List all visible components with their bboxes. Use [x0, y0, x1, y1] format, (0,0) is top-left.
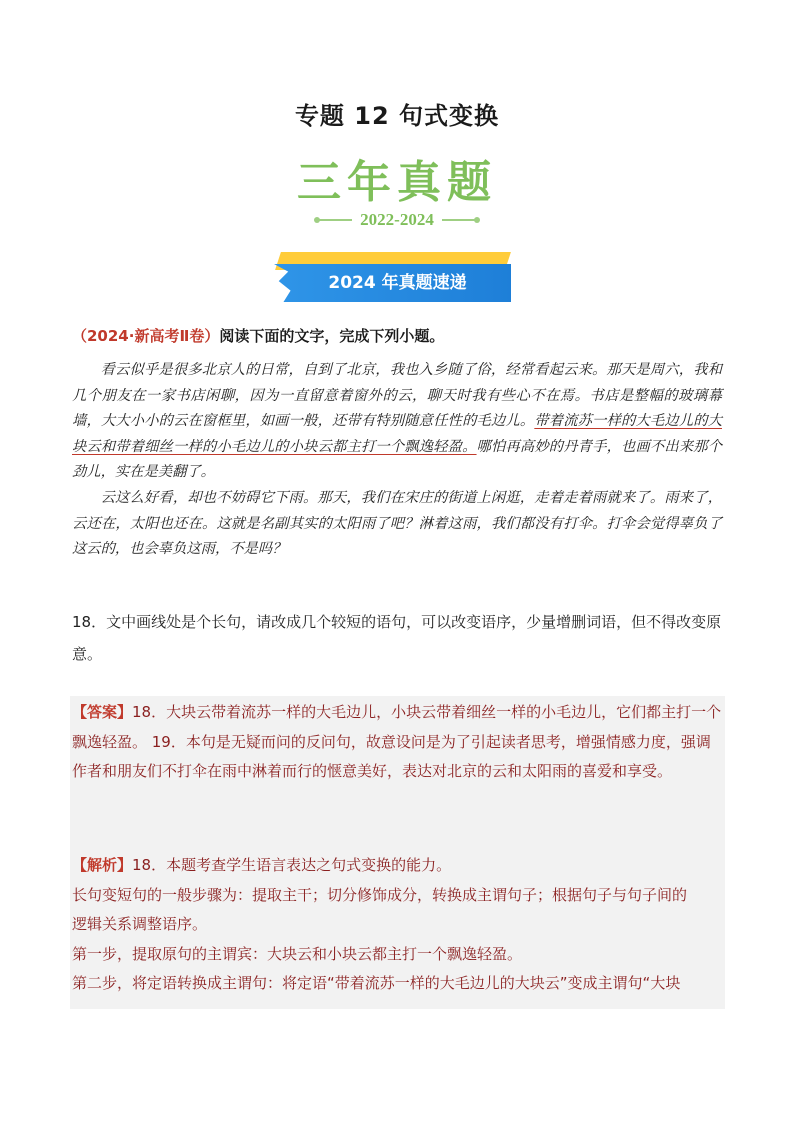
question-source: （2024·新高考Ⅱ卷）	[72, 327, 220, 345]
analysis-line: 第二步，将定语转换成主谓句：将定语“带着流苏一样的大毛边儿的大块云”变成主谓句“大块	[72, 974, 681, 993]
question-intro	[72, 325, 732, 346]
analysis-tag: 【解析】	[72, 856, 133, 874]
answer-body: 18．大块云带着流苏一样的大毛边儿，小块云带着细丝一样的小毛边儿，它们都主打一个飘逸轻盈。 19．本句是无疑而问的反问句，故意设问是为了引起读者思考，增强情感力度，强调作者和朋友们不打伞在雨中淋着而行的惬意美好，表达对北京的云和太阳雨的喜爱和享受。	[72, 703, 722, 780]
page-title: 专题 12 句式变换	[294, 102, 500, 130]
passage-paragraph-2: 云这么好看，却也不妨碍它下雨。那天，我们在宋庄的街道上闲逛，走着走着雨就来了。雨来了，云还在，太阳也还在。这就是名副其实的太阳雨了吧？淋着这雨，我们都没有打伞。打伞会觉得辜负了这云的，也会辜负这雨，不是吗？	[72, 489, 722, 558]
question-18: 18．文中画线处是个长句，请改成几个较短的语句，可以改变语序，少量增删词语，但不得改变原意。	[72, 613, 722, 663]
analysis-line: 18．本题考查学生语言表达之句式变换的能力。	[132, 856, 452, 874]
answer-section	[72, 698, 724, 787]
analysis-section	[72, 851, 724, 999]
reading-passage	[72, 358, 722, 563]
passage-text: 看云似乎是很多北京人的日常，自到了北京，我也入乡随了俗，经常看起云来。那天是周六，我和几个朋友在一家书店闲聊，因为一直留意着窗外的云，聊天时我有些心不在焉。书店是整幅的玻璃幕墙，大大小小的云在窗框里，如画一般，还带有特别随意任性的毛边儿。	[72, 362, 722, 430]
year-range-label: 2022-2024	[360, 210, 434, 229]
question-instruction: 阅读下面的文字，完成下列小题。	[219, 327, 445, 345]
underlined-sentence: 带着流苏一样的大毛边儿的大块云和带着细丝一样的小毛边儿的小块云都主打一个飘逸轻盈。	[72, 413, 722, 455]
analysis-line: 第一步，提取原句的主谓宾：大块云和小块云都主打一个飘逸轻盈。	[72, 944, 523, 963]
decor-line-left	[318, 219, 352, 221]
answer-tag: 【答案】	[72, 703, 133, 721]
passage-paragraph-1	[72, 358, 722, 486]
passage-text: 哪怕再高妙的丹青手，也画不出来那个劲儿，实在是美翻了。	[72, 438, 723, 481]
decor-line-right	[442, 219, 476, 221]
ribbon-label: 2024 年真题速递	[328, 273, 467, 293]
analysis-line: 长句变短句的一般步骤为：提取主干；切分修饰成分，转换成主谓句子；根据句子与句子间的	[72, 885, 688, 904]
section-ribbon	[274, 252, 520, 304]
banner-title: 三年真题	[297, 157, 497, 208]
analysis-line: 逻辑关系调整语序。	[72, 915, 208, 934]
year-range	[0, 210, 794, 230]
